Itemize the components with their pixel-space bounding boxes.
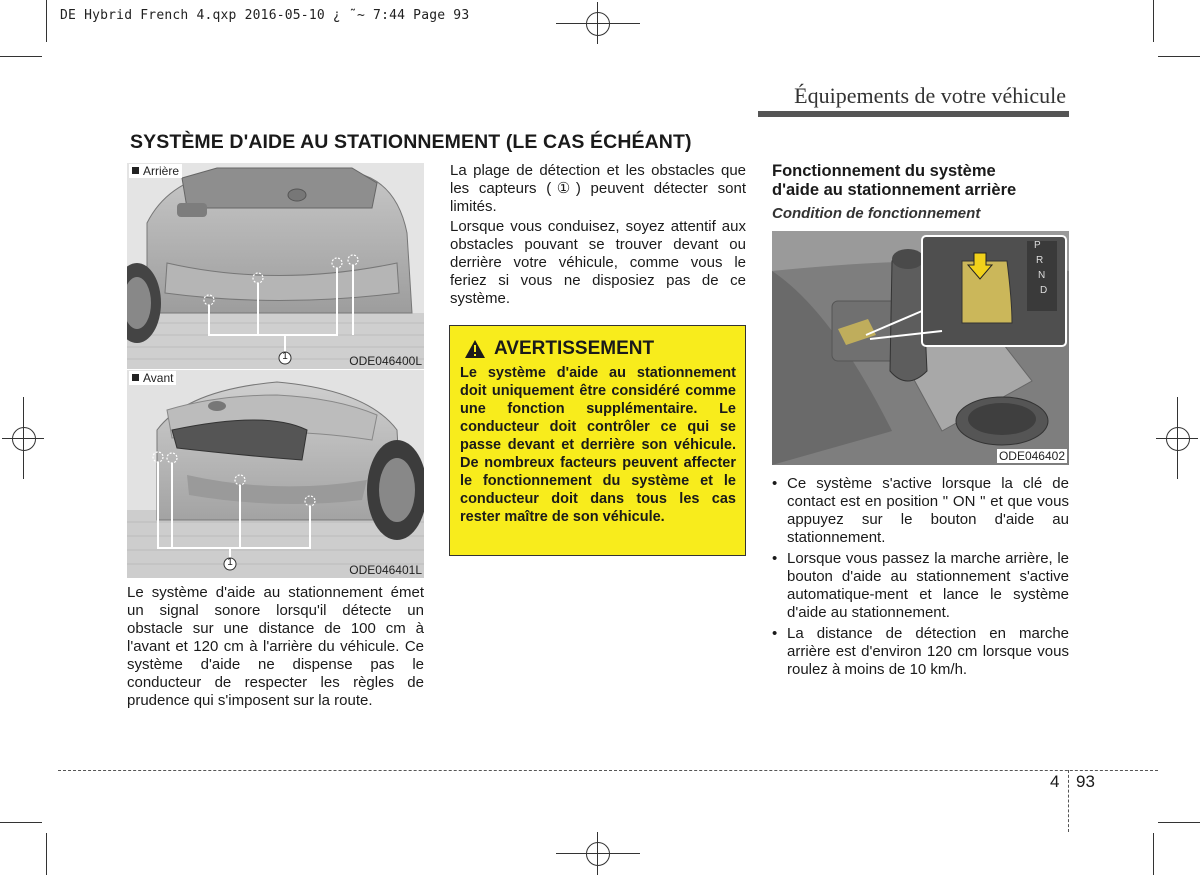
col3-heading [772,162,1072,200]
warning-heading [464,338,654,360]
rear-callout-number: 1 [282,351,288,362]
section-header: Équipements de votre véhicule [794,83,1066,108]
gear-shifter-illustration [772,231,1069,465]
front-sensor-figure [127,370,424,578]
page-number: 93 [1076,772,1095,791]
gear-shifter-figure [772,231,1069,465]
footer-vertical-divider [1068,770,1069,832]
rear-figure-label: Arrière [129,164,182,178]
warning-triangle-icon [464,339,486,359]
front-callout-number: 1 [227,557,233,568]
col2-paragraph-1: La plage de détection et les obstacles que les capteurs (①) peuvent détecter sont limités. [450,162,746,215]
warning-title: AVERTISSEMENT [494,338,655,359]
col1-paragraph: Le système d'aide au stationnement émet un signal sonore lorsqu'il détecte un obstacle sur une distance de 100 cm à l'avant et 120 cm à l'arrière du véhicule. Ce système d'aide ne dispense pas le conducteur de respecter les règles de prudence qui s'imposent sur la route. [127,584,424,709]
col3-heading-line1: Fonctionnement du système [772,162,996,180]
front-figure-label: Avant [129,371,176,385]
warning-body: Le système d'aide au stationnement doit uniquement être considéré comme une fonction supplémentaire. Le conducteur doit contrôler ce qui se passe devant et derrière son véhicule. De nombreux facteurs peuvent affecter le fonctionnement du système et le conducteur doit dans tous les cas rester maître de son véhicule. [460,365,736,525]
gear-letter-d: D [1040,285,1048,296]
condition-list [772,475,1069,682]
list-item: • Ce système s'active lorsque la clé de contact est en position " ON " et que vous appuyez sur le bouton d'aide au stationnement. [772,475,1069,547]
warning-box [449,325,746,556]
gear-letter-n: N [1038,270,1046,281]
col3-subheading: Condition de fonctionnement [772,205,981,222]
chapter-number: 4 [1050,772,1060,791]
rear-car-illustration [127,163,424,369]
col2-paragraph-2: Lorsque vous conduisez, soyez attentif aux obstacles pouvant se trouver devant ou derrière votre véhicule, comme vous le feriez si vous ne disposiez pas de ce système. [450,218,746,307]
rear-sensor-figure [127,163,424,369]
list-item: • La distance de détection en marche arrière est d'environ 120 cm lorsque vous roulez à moins de 10 km/h. [772,625,1069,679]
gear-letter-r: R [1036,255,1044,266]
header-bar [758,111,1069,117]
front-car-illustration [127,370,424,578]
front-figure-code: ODE046401L [349,563,422,577]
list-item: • Lorsque vous passez la marche arrière, le bouton d'aide au stationnement s'active automatique-ment et lance le système d'aide au stationnement. [772,550,1069,622]
footer-divider [58,770,1158,771]
page-title: SYSTÈME D'AIDE AU STATIONNEMENT (LE CAS ÉCHÉANT) [130,131,692,153]
rear-figure-code: ODE046400L [349,354,422,368]
gear-letter-p: P [1034,240,1041,251]
print-slug: DE Hybrid French 4.qxp 2016-05-10 ¿ ˜~ 7:44 Page 93 [60,8,470,23]
col3-heading-line2: d'aide au stationnement arrière [772,181,1017,199]
gear-figure-code: ODE046402 [998,449,1065,463]
